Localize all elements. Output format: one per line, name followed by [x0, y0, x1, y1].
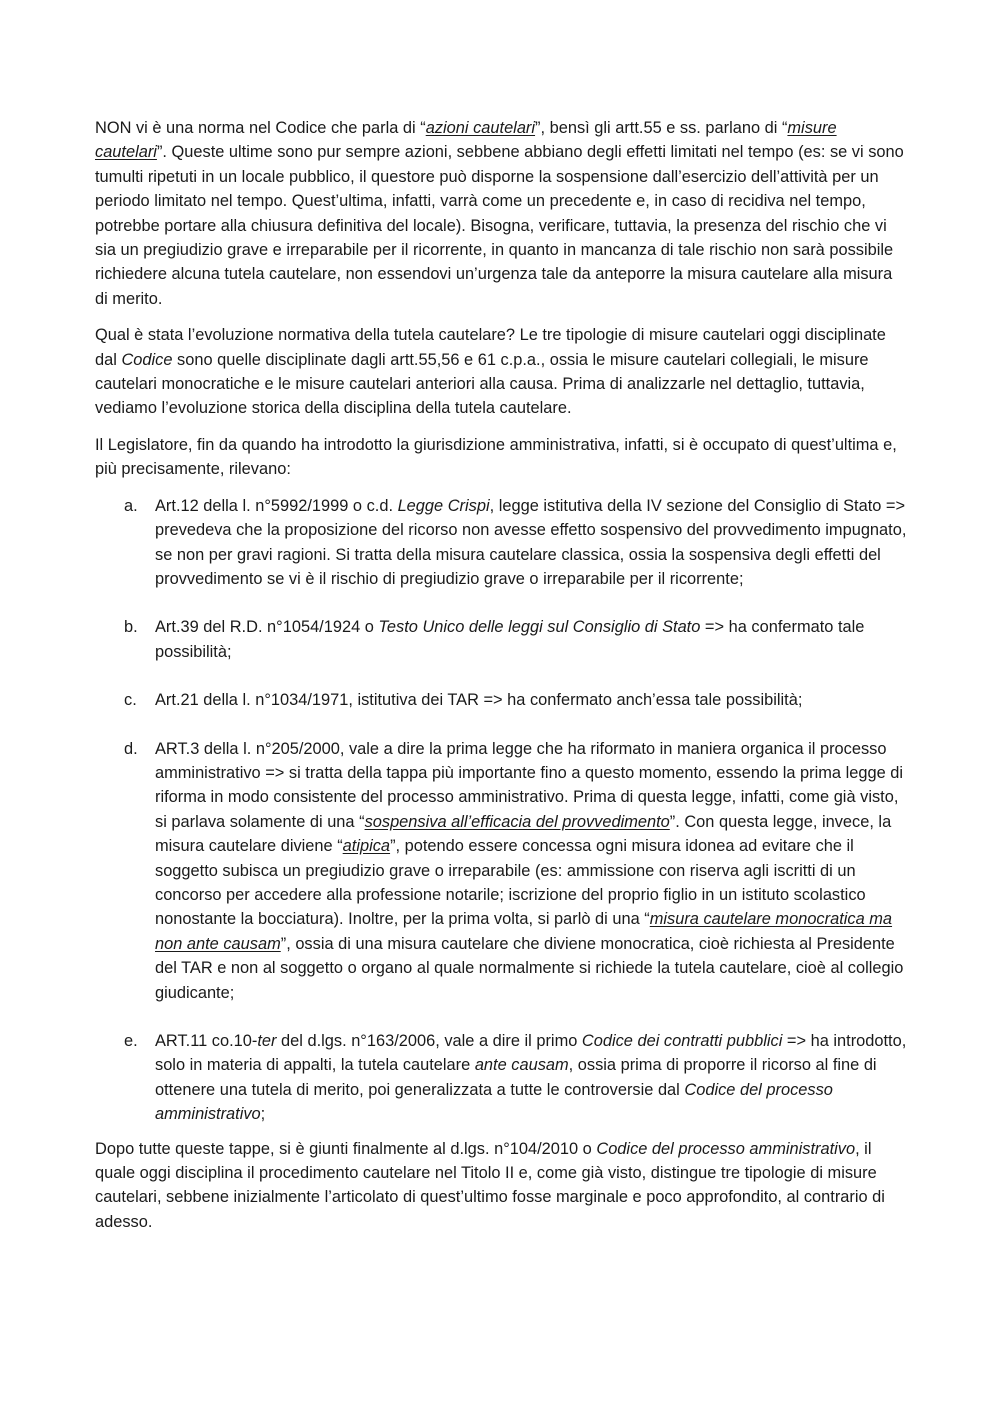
term-codice-processo: Codice del processo amministrativo	[155, 1080, 833, 1124]
text-run: NON vi è una norma nel Codice che parla di “	[95, 119, 426, 137]
list-item-text	[155, 615, 907, 664]
paragraph-misure-cautelari	[95, 116, 907, 311]
term-codice: Codice	[121, 350, 173, 369]
list-marker: c.	[124, 691, 137, 710]
term-ter: ter	[257, 1032, 277, 1050]
list-marker: d.	[124, 739, 138, 758]
term-ante-causam: ante causam	[474, 1056, 569, 1075]
list-item-d	[95, 737, 907, 1005]
list-item-text	[155, 737, 907, 1005]
evolution-list	[95, 494, 907, 1127]
list-item-text	[155, 1029, 907, 1127]
text-run: , legge istitutiva della IV sezione del Consiglio di Stato => prevedeva che la proposizione del ricorso non avesse effetto sospensivo del provvedimento impugnato, se non per gravi ragioni. Si tratta della misura cautelare classica, ossia la sospensiva degli effetti del provvedimento se vi è il rischio di pregiudizio grave o irreparabile per il ricorrente;	[155, 496, 907, 588]
term-misura-monocratica: misura cautelare monocratica ma non ante causam	[155, 910, 893, 953]
paragraph-conclusione	[95, 1137, 907, 1235]
text-run: Qual è stata l’evoluzione normativa della tutela cautelare? Le tre tipologie di misure cautelari oggi disciplinate dal	[95, 326, 886, 369]
text-run: => ha confermato tale possibilità;	[155, 618, 865, 661]
list-item-b	[95, 615, 907, 664]
text-run: => ha introdotto, solo in materia di appalti, la tutela cautelare	[155, 1032, 907, 1075]
term-testo-unico: Testo Unico delle leggi sul Consiglio di Stato	[378, 618, 701, 637]
term-atipica: atipica	[342, 837, 391, 856]
paragraph-evoluzione-normativa	[95, 323, 907, 421]
list-marker: e.	[124, 1032, 138, 1050]
text-run: ”, potendo essere concessa ogni misura idonea ad evitare che il soggetto subisca un pregiudizio grave o irreparabile (es: ammissione con riserva agli iscritti di un concorso per accedere alla professione notarile; iscrizione del proprio figlio in un istituto scolastico nonostante la bocciatura). Inoltre, per la prima volta, si parlò di una “	[155, 837, 866, 929]
text-run: ;	[260, 1105, 266, 1124]
list-item-text	[155, 494, 907, 592]
term-codice-processo-amministrativo: Codice del processo amministrativo	[596, 1139, 856, 1158]
text-run: del d.lgs. n°163/2006, vale a dire il primo	[276, 1032, 582, 1050]
term-legge-crispi: Legge Crispi	[397, 496, 490, 515]
list-item-a	[95, 494, 907, 592]
term-misure-cautelari: misure cautelari	[95, 119, 837, 162]
paragraph-legislatore: Il Legislatore, fin da quando ha introdotto la giurisdizione amministrativa, infatti, si è occupato di quest’ultima e, più precisamente, rilevano:	[95, 435, 897, 479]
text-run: Art.39 del R.D. n°1054/1924 o	[155, 618, 379, 637]
list-marker: b.	[124, 618, 138, 637]
text-run: Art.12 della l. n°5992/1999 o c.d.	[155, 496, 398, 515]
text-run: ”. Con questa legge, invece, la misura cautelare diviene “	[155, 812, 892, 856]
document-page	[95, 116, 907, 1246]
text-run: ART.3 della l. n°205/2000, vale a dire la prima legge che ha riformato in maniera organica il processo amministrativo => si tratta della tappa più importante fino a questo momento, essendo la prima legge di riforma in modo consistente del processo amministrativo. Prima di questa legge, infatti, come già visto, si parlava solamente di una “	[155, 739, 904, 831]
text-run: Dopo tutte queste tappe, si è giunti finalmente al d.lgs. n°104/2010 o	[95, 1139, 597, 1158]
text-run: sono quelle disciplinate dagli artt.55,56 e 61 c.p.a., ossia le misure cautelari collegiali, le misure cautelari monocratiche e le misure cautelari anteriori alla causa. Prima di analizzarle nel dettaglio, tuttavia, vediamo l’evoluzione storica della disciplina della tutela cautelare.	[95, 350, 869, 418]
list-item-e	[95, 1029, 907, 1127]
list-marker: a.	[124, 496, 138, 515]
list-item-c	[95, 688, 907, 712]
text-run: , il quale oggi disciplina il procedimento cautelare nel Titolo II e, come già visto, distingue tre tipologie di misure cautelari, sebbene inizialmente l’articolato di quest’ultimo fosse marginale e poco approfondito, al contrario di adesso.	[95, 1139, 885, 1231]
term-azioni-cautelari: azioni cautelari	[425, 119, 536, 137]
text-run: , ossia prima di proporre il ricorso al fine di ottenere una tutela di merito, poi generalizzata a tutte le controversie dal	[155, 1056, 877, 1099]
text-run: ART.11 co.10-	[155, 1032, 258, 1050]
text-run: ”, ossia di una misura cautelare che diviene monocratica, cioè richiesta al Presidente del TAR e non al soggetto o organo al quale normalmente si richiede la tutela cautelare, cioè al collegio giudicante;	[155, 934, 904, 1002]
term-sospensiva: sospensiva all’efficacia del provvedimento	[364, 812, 670, 831]
term-codice-contratti: Codice dei contratti pubblici	[581, 1032, 783, 1050]
text-run: ”. Queste ultime sono pur sempre azioni, sebbene abbiano degli effetti limitati nel tempo (es: se vi sono tumulti ripetuti in un locale pubblico, il questore può disporne la sospensione dall’esercizio dell’attività per un periodo limitato nel tempo. Quest’ultima, infatti, varrà come un precedente e, in caso di recidiva nel tempo, potrebbe portare alla chiusura definitiva del locale). Bisogna, verificare, tuttavia, la presenza del rischio che vi sia un pregiudizio grave e irreparabile per il ricorrente, in quanto in mancanza di tale rischio non sarà possibile richiedere alcuna tutela cautelare, non essendovi un’urgenza tale da anteporre la misura cautelare alla misura di merito.	[95, 143, 904, 308]
text-run: ”, bensì gli artt.55 e ss. parlano di “	[535, 119, 788, 137]
list-item-text: Art.21 della l. n°1034/1971, istitutiva dei TAR => ha confermato anch’essa tale possibilità;	[155, 691, 803, 710]
